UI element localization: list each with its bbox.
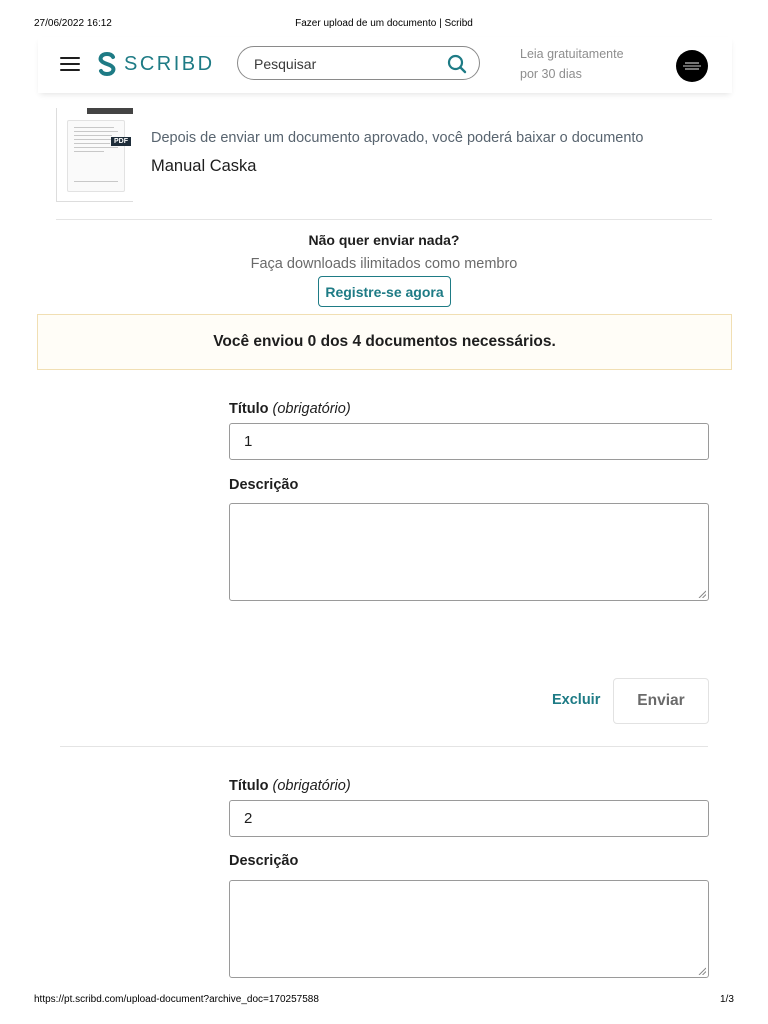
thumbnail-page bbox=[67, 120, 125, 192]
description-label: Descrição bbox=[229, 477, 299, 493]
title-input-value: 2 bbox=[244, 810, 253, 827]
description-textarea[interactable] bbox=[229, 503, 709, 601]
print-datetime: 27/06/2022 16:12 bbox=[34, 18, 112, 29]
print-page-title: Fazer upload de um documento | Scribd bbox=[295, 18, 473, 29]
signup-subtext: Faça downloads ilimitados como membro bbox=[250, 256, 518, 272]
register-button[interactable]: Registre-se agora bbox=[318, 276, 451, 307]
avatar-graphic bbox=[676, 50, 708, 82]
search-input[interactable] bbox=[237, 46, 480, 80]
print-url: https://pt.scribd.com/upload-document?archive_doc=170257588 bbox=[34, 994, 319, 1005]
divider bbox=[56, 219, 712, 220]
logo-text: SCRIBD bbox=[124, 52, 215, 75]
free-trial-promo[interactable] bbox=[520, 44, 650, 84]
menu-icon[interactable] bbox=[60, 57, 80, 73]
top-navbar bbox=[38, 37, 732, 93]
download-note: Depois de enviar um documento aprovado, você poderá baixar o documento bbox=[151, 130, 644, 146]
title-label bbox=[229, 778, 351, 794]
title-label-text: Título bbox=[229, 401, 269, 417]
pdf-badge: PDF bbox=[111, 137, 131, 146]
user-avatar[interactable] bbox=[676, 50, 708, 82]
upload-progress-notice: Você enviou 0 dos 4 documentos necessários. bbox=[37, 314, 732, 370]
divider bbox=[60, 746, 708, 747]
description-label: Descrição bbox=[229, 853, 299, 869]
title-label-text: Título bbox=[229, 778, 269, 794]
required-hint: (obrigatório) bbox=[272, 778, 351, 794]
print-page-number: 1/3 bbox=[720, 994, 734, 1005]
signup-heading: Não quer enviar nada? bbox=[308, 232, 460, 248]
delete-button[interactable]: Excluir bbox=[552, 692, 601, 708]
resize-grip-icon[interactable] bbox=[698, 590, 706, 598]
title-label bbox=[229, 401, 351, 417]
send-button[interactable]: Enviar bbox=[613, 678, 709, 724]
promo-line1: Leia gratuitamente bbox=[520, 47, 624, 61]
scribd-logo[interactable] bbox=[96, 51, 215, 77]
promo-line2: por 30 dias bbox=[520, 67, 582, 81]
search-placeholder: Pesquisar bbox=[254, 56, 317, 72]
scribd-logo-icon bbox=[96, 51, 118, 77]
thumbnail-header-strip bbox=[87, 108, 133, 114]
document-title[interactable]: Manual Caska bbox=[151, 157, 257, 175]
search-icon[interactable] bbox=[447, 54, 467, 74]
description-textarea[interactable] bbox=[229, 880, 709, 978]
resize-grip-icon[interactable] bbox=[698, 967, 706, 975]
title-input-value: 1 bbox=[244, 433, 253, 450]
title-input[interactable] bbox=[229, 423, 709, 460]
title-input[interactable] bbox=[229, 800, 709, 837]
required-hint: (obrigatório) bbox=[272, 401, 351, 417]
pdf-thumbnail[interactable] bbox=[56, 108, 133, 202]
